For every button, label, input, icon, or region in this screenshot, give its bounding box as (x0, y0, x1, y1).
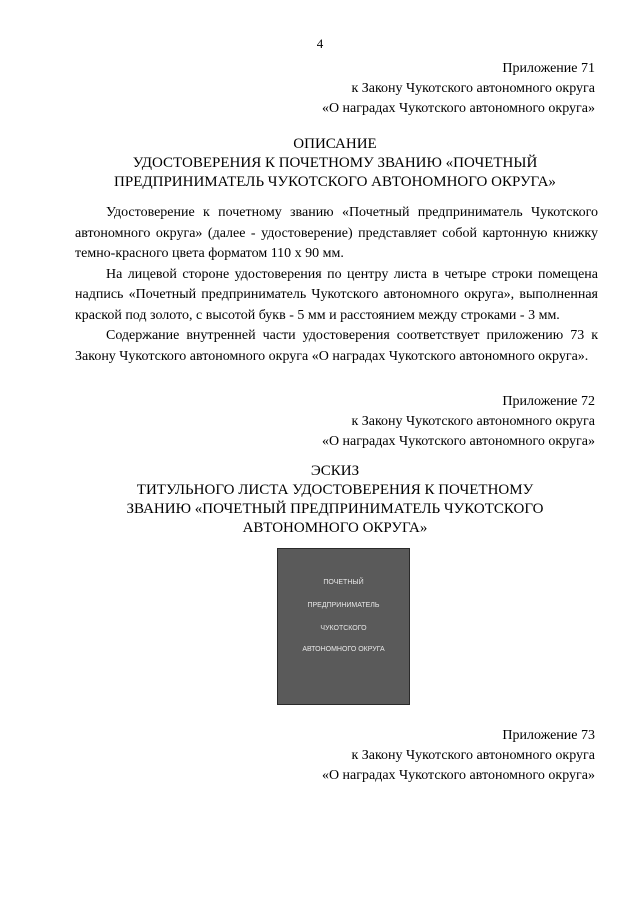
cover-line-4: АВТОНОМНОГО ОКРУГА (302, 646, 385, 653)
cover-line-1: ПОЧЕТНЫЙ (323, 579, 364, 586)
sketch-title: ЭСКИЗ (310, 463, 360, 479)
certificate-cover-image (277, 548, 410, 705)
cover-line-3: ЧУКОТСКОГО (320, 625, 367, 632)
sketch-line2: ЗВАНИЮ «ПОЧЕТНЫЙ ПРЕДПРИНИМАТЕЛЬ ЧУКОТСКОГО (126, 501, 544, 517)
appendix-72-title: Приложение 72 (502, 394, 595, 409)
sketch-line1: ТИТУЛЬНОГО ЛИСТА УДОСТОВЕРЕНИЯ К ПОЧЕТНОМУ (136, 482, 534, 498)
description-subtitle-line2: ПРЕДПРИНИМАТЕЛЬ ЧУКОТСКОГО АВТОНОМНОГО ОКРУГА» (114, 174, 556, 190)
appendix-72-law-name: «О наградах Чукотского автономного округа» (321, 434, 595, 449)
sketch-heading (70, 462, 600, 538)
description-paragraph-2: На лицевой стороне удостоверения по центру листа в четыре строки помещена надпись «Почетный предприниматель Чукотского автономного округа», выполненная краской под золото, с высотой букв - 5 мм и расстоянием между строками - 3 мм. (75, 266, 598, 323)
description-paragraph-3: Содержание внутренней части удостоверения соответствует приложению 73 к Закону Чукотского автономного округа «О наградах Чукотского автономного округа». (75, 328, 598, 364)
appendix-71-header (322, 59, 595, 119)
appendix-73-header (322, 726, 595, 786)
appendix-73-law-name: «О наградах Чукотского автономного округа» (321, 768, 595, 783)
description-paragraph-1: Удостоверение к почетному званию «Почетный предприниматель Чукотского автономного округа» (далее - удостоверение) представляет собой картонную книжку темно-красного цвета форматом 110 х 90 мм. (75, 205, 598, 261)
sketch-line3: АВТОНОМНОГО ОКРУГА» (242, 520, 428, 536)
appendix-71-title: Приложение 71 (502, 61, 595, 76)
appendix-73-law-line: к Закону Чукотского автономного округа (351, 748, 595, 763)
description-body (75, 203, 598, 367)
description-heading (70, 135, 600, 192)
cover-line-2: ПРЕДПРИНИМАТЕЛЬ (307, 602, 380, 609)
description-title: ОПИСАНИЕ (293, 136, 377, 152)
appendix-72-law-line: к Закону Чукотского автономного округа (351, 414, 595, 429)
appendix-72-header (322, 392, 595, 452)
appendix-71-law-name: «О наградах Чукотского автономного округа» (321, 101, 595, 116)
appendix-71-law-line: к Закону Чукотского автономного округа (351, 81, 595, 96)
appendix-73-title: Приложение 73 (502, 728, 595, 743)
description-subtitle-line1: УДОСТОВЕРЕНИЯ К ПОЧЕТНОМУ ЗВАНИЮ «ПОЧЕТНЫЙ (132, 155, 538, 171)
page-number: 4 (316, 36, 324, 51)
